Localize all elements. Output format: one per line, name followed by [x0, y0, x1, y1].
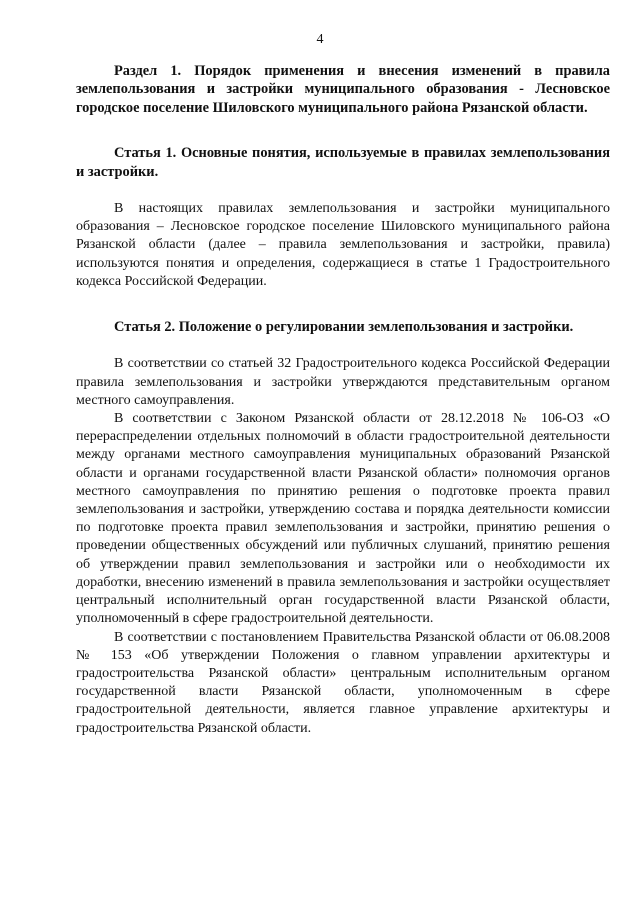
- spacer: [76, 291, 610, 318]
- document-body: [76, 62, 610, 738]
- article-1-paragraph-1: В настоящих правилах землепользования и застройки муниципального образования – Лесновское городское поселение Шиловского муниципального района Рязанской области (далее – правила землепользования и застройки, правила) используются понятия и определения, содержащиеся в статье 1 Градостроительного кодекса Российской Федерации.: [76, 201, 610, 289]
- article-2-paragraph-2: В соответствии с Законом Рязанской области от 28.12.2018 № 106-ОЗ «О перераспределении отдельных полномочий в области градостроительной деятельности между органами местного самоуправления муниципальных образований Рязанской области и органами государственной власти Рязанской области» полномочия органов местного самоуправления по принятию решения о подготовке проекта правил землепользования и застройки, утверждению состава и порядка деятельности комиссии по подготовке проекта правил землепользования и застройки, принятию решения о проведении общественных обсуждений или публичных слушаний, принятию решения об утверждении правил землепользования и застройки или о необходимости их доработки, внесению изменений в правила землепользования и застройки осуществляет центральный исполнительный орган государственной власти Рязанской области, уполномоченный в сфере градостроительной деятельности.: [76, 411, 610, 627]
- spacer: [76, 336, 610, 355]
- article-1-heading: Статья 1. Основные понятия, используемые в правилах землепользования и застройки.: [76, 145, 610, 180]
- spacer: [76, 117, 610, 144]
- article-2-paragraph-1: В соответствии со статьей 32 Градостроительного кодекса Российской Федерации правила землепользования и застройки утверждаются представительным органом местного самоуправления.: [76, 356, 610, 408]
- article-2-heading: Статья 2. Положение о регулировании землепользования и застройки.: [114, 319, 574, 336]
- section-heading: Раздел 1. Порядок применения и внесения изменений в правила землепользования и застройки муниципального образования - Лесновское городское поселение Шиловского муниципального района Рязанской области.: [76, 63, 610, 116]
- page-number: 4: [316, 32, 324, 47]
- spacer: [76, 181, 610, 200]
- article-2-paragraph-3: В соответствии с постановлением Правительства Рязанской области от 06.08.2008 № 153 «Об утверждении Положения о главном управлении архитектуры и градостроительства Рязанской области» центральным исполнительным органом государственной власти Рязанской области, уполномоченным в сфере градостроительной деятельности, является главное управление архитектуры и градостроительства Рязанской области.: [76, 629, 610, 736]
